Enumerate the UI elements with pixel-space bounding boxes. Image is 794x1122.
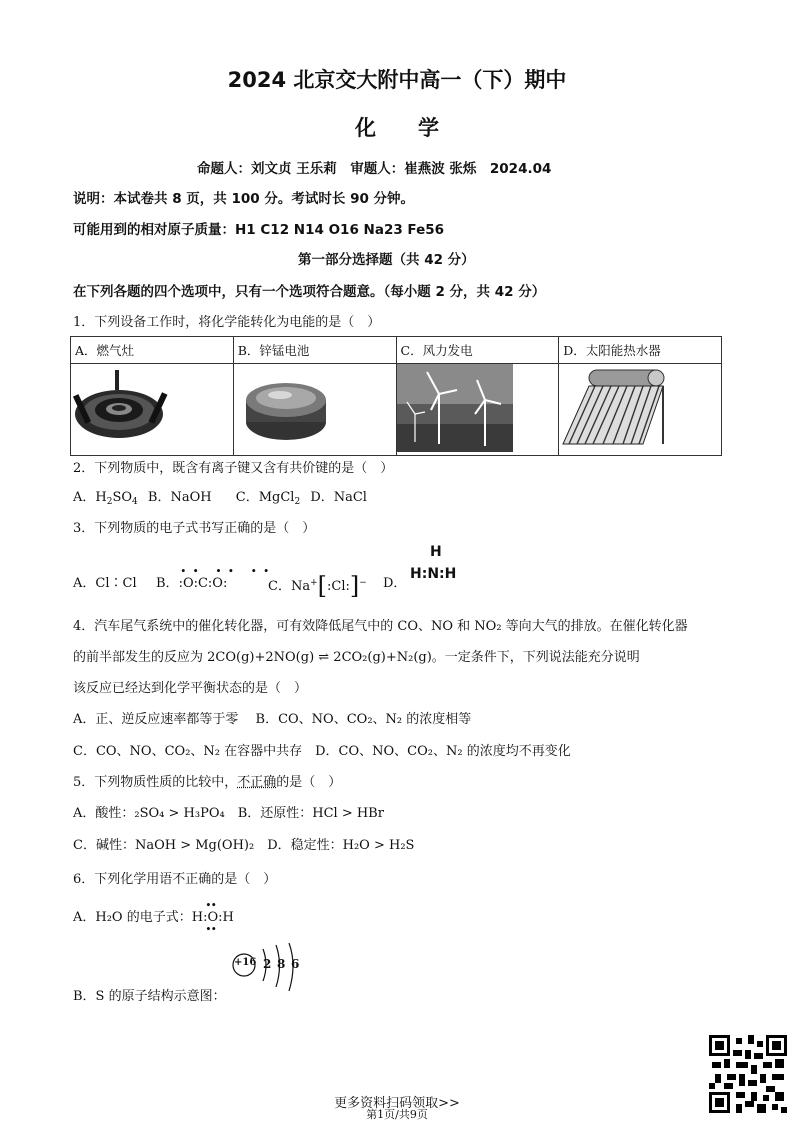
atomic-mass-line: 可能用到的相对原子质量：H1 C12 N14 O16 Na23 Fe56 (73, 222, 445, 238)
lone-pair-dots: ∙∙ (205, 898, 217, 911)
q3-option-a[interactable]: A．Cl∶Cl (73, 576, 137, 591)
q4-line1: 4．汽车尾气系统中的催化转化器，可有效降低尾气中的 CO、NO 和 NO₂ 等向大气的排放。在催化转化器 (73, 619, 688, 634)
q4-line2: 的前半部发生的反应为 2CO(g)+2NO(g) ⇌ 2CO₂(g)+N₂(g)。一定条件下，下列说法能充分说明 (73, 650, 640, 665)
exam-note: 说明：本试卷共 8 页，共 100 分。考试时长 90 分钟。 (73, 191, 415, 207)
q2-option-a[interactable]: A．$H_2SO_4$ (73, 490, 138, 507)
q2-stem: 2．下列物质中，既含有离子键又含有共价键的是（ ） (73, 461, 394, 476)
wind-turbine-image (396, 364, 559, 456)
q4-line3: 该反应已经达到化学平衡状态的是（ ） (73, 681, 308, 696)
lone-pair-dots: ∙∙ ∙∙ ∙∙ (180, 564, 276, 577)
q1-options-table (70, 336, 722, 456)
more-resources-link[interactable]: 更多资料扫码领取>> (334, 1096, 460, 1111)
q1-option-c[interactable]: C．风力发电 (396, 337, 559, 364)
co2-formula: :O:C:O: (178, 576, 228, 591)
q6-option-a[interactable]: A．H₂O 的电子式： ∙∙ H:O:H ∙∙ (73, 898, 234, 935)
page-number: 第1页/共9页 (366, 1108, 428, 1121)
q2-option-b[interactable]: B．NaOH (147, 490, 212, 505)
q1-stem: 1．下列设备工作时，将化学能转化为电能的是（ ） (73, 315, 381, 330)
q3-option-d-label[interactable]: D． (383, 576, 407, 591)
subject-title: 化 学 (355, 116, 439, 140)
q2-options (73, 486, 367, 507)
q2-option-d[interactable]: D．NaCl (310, 490, 367, 505)
solar-water-heater-image (559, 364, 722, 456)
q1-option-d[interactable]: D．太阳能热水器 (559, 337, 722, 364)
authors-line: 命题人：刘文贞 王乐莉 审题人：崔燕波 张烁 2024.04 (197, 161, 552, 177)
q4-options-ab[interactable]: A．正、逆反应速率都等于零 B．CO、NO、CO₂、N₂ 的浓度相等 (73, 712, 472, 727)
q3-option-c[interactable]: C．Na+[:Cl:]− (268, 572, 367, 600)
q3-stem: 3．下列物质的电子式书写正确的是（ ） (73, 521, 316, 536)
q3-option-d-formula: H:N:H (410, 566, 457, 582)
nucleus-charge: +16 (234, 957, 257, 968)
q2-option-c[interactable]: C．MgCl$_2$ (235, 490, 301, 507)
exam-title: 2024 北京交大附中高一（下）期中 (227, 68, 567, 92)
q5-options-cd[interactable]: C．碱性：NaOH > Mg(OH)₂ D．稳定性：H₂O > H₂S (73, 838, 415, 853)
h2o-formula: H:O:H (191, 910, 234, 925)
q5-stem: 5．下列物质性质的比较中，不正确的是（ ） (73, 775, 342, 790)
shell-3-electrons: 6 (291, 957, 300, 971)
lone-pair-dots: ∙∙ (205, 922, 217, 935)
q5-options-ab[interactable]: A．酸性：₂SO₄ > H₃PO₄ B．还原性：HCl > HBr (73, 806, 384, 821)
shell-1-electrons: 2 (263, 957, 272, 971)
gas-stove-image (71, 364, 234, 456)
zinc-manganese-battery-image (233, 364, 396, 456)
q4-options-cd[interactable]: C．CO、NO、CO₂、N₂ 在容器中共存 D．CO、NO、CO₂、N₂ 的浓度均不再变化 (73, 744, 571, 759)
q3-option-d-top: H (430, 544, 442, 560)
sulfur-atom-diagram (229, 943, 309, 995)
q3-option-b[interactable]: B． ∙∙ ∙∙ ∙∙ :O:C:O: (156, 564, 276, 591)
q6-stem: 6．下列化学用语不正确的是（ ） (73, 872, 277, 887)
section-instruction: 在下列各题的四个选项中，只有一个选项符合题意。（每小题 2 分，共 42 分） (73, 284, 546, 300)
section-title: 第一部分选择题（共 42 分） (298, 252, 475, 268)
q1-option-a[interactable]: A．燃气灶 (71, 337, 234, 364)
q1-option-b[interactable]: B．锌锰电池 (233, 337, 396, 364)
q6-option-b[interactable]: B．S 的原子结构示意图： (73, 989, 226, 1004)
shell-2-electrons: 8 (277, 957, 286, 971)
